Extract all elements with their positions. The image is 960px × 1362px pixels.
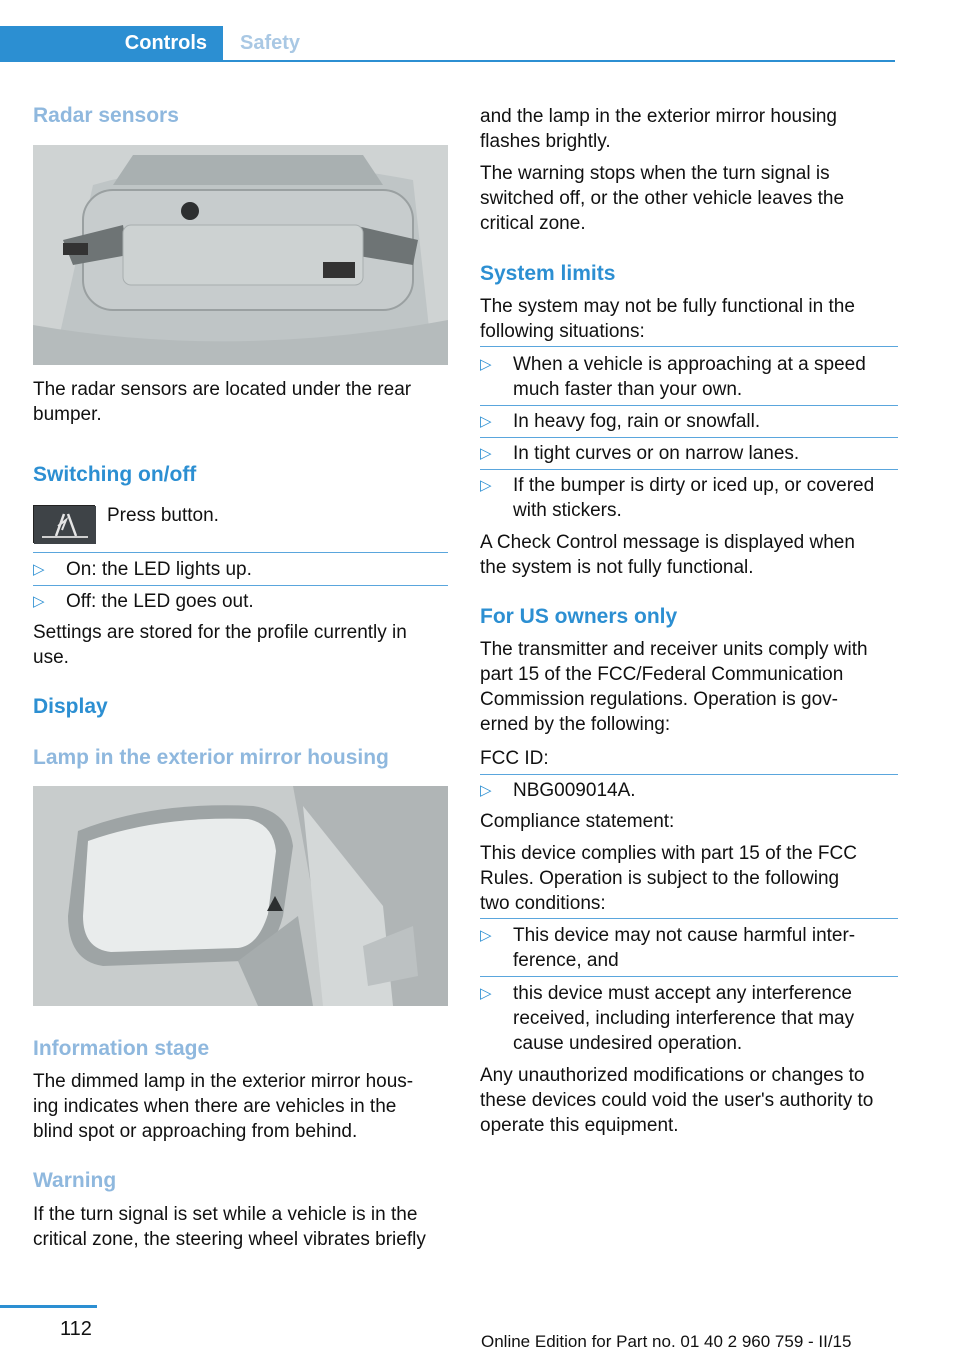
compliance-text: This device complies with part 15 of the FCC Rules. Operation is subject to the following two conditions: [480, 843, 857, 914]
us-owners-text: The transmitter and receiver units comply with part 15 of the FCC/Federal Communication Commission regulations. Operation is gov‐ erned by the following: [480, 639, 868, 735]
separator [480, 976, 898, 977]
triangle-bullet-icon: ▷ [33, 561, 45, 578]
lamp-heading: Lamp in the exterior mirror housing [33, 746, 389, 769]
us-owners-heading: For US owners only [480, 605, 678, 628]
separator [480, 405, 898, 406]
separator [480, 469, 898, 470]
car-rear-image [33, 145, 448, 365]
list-item: ▷ When a vehicle is approaching at a speed much faster than your own. [480, 354, 866, 400]
radar-sensors-heading: Radar sensors [33, 104, 179, 127]
display-heading: Display [33, 695, 108, 718]
tab-controls[interactable]: Controls [0, 26, 223, 62]
press-button-text: Press button. [107, 505, 219, 526]
triangle-bullet-icon: ▷ [480, 445, 492, 462]
list-item: ▷ In tight curves or on narrow lanes. [480, 443, 800, 464]
separator [33, 585, 448, 586]
compliance-label: Compliance statement: [480, 811, 675, 832]
list-item: ▷ NBG009014A. [480, 780, 636, 801]
edition-text: Online Edition for Part no. 01 40 2 960 759 - II/15 [481, 1332, 852, 1351]
switching-heading: Switching on/off [33, 463, 197, 486]
separator [33, 552, 448, 553]
triangle-bullet-icon: ▷ [480, 782, 492, 799]
warning-text: If the turn signal is set while a vehicle is in the critical zone, the steering wheel vibrates briefly [33, 1204, 426, 1250]
footer-rule [0, 1305, 97, 1308]
triangle-bullet-icon: ▷ [480, 985, 492, 1002]
separator [480, 346, 898, 347]
separator [480, 918, 898, 919]
list-item: ▷ This device may not cause harmful inter‐ ference, and [480, 925, 856, 971]
triangle-bullet-icon: ▷ [480, 413, 492, 430]
warning-heading: Warning [33, 1169, 117, 1192]
separator [480, 774, 898, 775]
information-stage-heading: Information stage [33, 1037, 210, 1060]
list-item: ▷ this device must accept any interference received, including interference that may cause undesired operation. [480, 983, 855, 1054]
fcc-id-label: FCC ID: [480, 748, 549, 769]
unauthorized-text: Any unauthorized modifications or changes to these devices could void the user's authority to operate this equipment. [480, 1065, 874, 1136]
triangle-bullet-icon: ▷ [480, 927, 492, 944]
page-number: 112 [60, 1318, 92, 1340]
triangle-bullet-icon: ▷ [33, 593, 45, 610]
radar-location-text: The radar sensors are located under the rear bumper. [33, 379, 412, 425]
triangle-bullet-icon: ▷ [480, 477, 492, 494]
lane-change-button-icon [33, 505, 95, 543]
list-item: ▷ Off: the LED goes out. [33, 591, 254, 612]
system-limits-heading: System limits [480, 262, 616, 285]
information-stage-text: The dimmed lamp in the exterior mirror hous‐ ing indicates when there are vehicles in the blind spot or approaching from behind. [33, 1071, 414, 1142]
separator [480, 437, 898, 438]
list-item: ▷ In heavy fog, rain or snowfall. [480, 411, 761, 432]
warning-continued-text: and the lamp in the exterior mirror housing flashes brightly. [480, 106, 837, 152]
list-item: ▷ If the bumper is dirty or iced up, or covered with stickers. [480, 475, 875, 521]
system-limits-text: The system may not be fully functional in the following situations: [480, 296, 855, 342]
warning-stops-text: The warning stops when the turn signal is switched off, or the other vehicle leaves the critical zone. [480, 163, 845, 234]
settings-text: Settings are stored for the profile currently in use. [33, 622, 407, 668]
exterior-mirror-image [33, 786, 448, 1006]
chapter-tab-bar [0, 26, 895, 62]
check-control-text: A Check Control message is displayed when the system is not fully functional. [480, 532, 855, 578]
list-item: ▷ On: the LED lights up. [33, 559, 252, 580]
tab-safety[interactable]: Safety [240, 32, 301, 54]
triangle-bullet-icon: ▷ [480, 356, 492, 373]
